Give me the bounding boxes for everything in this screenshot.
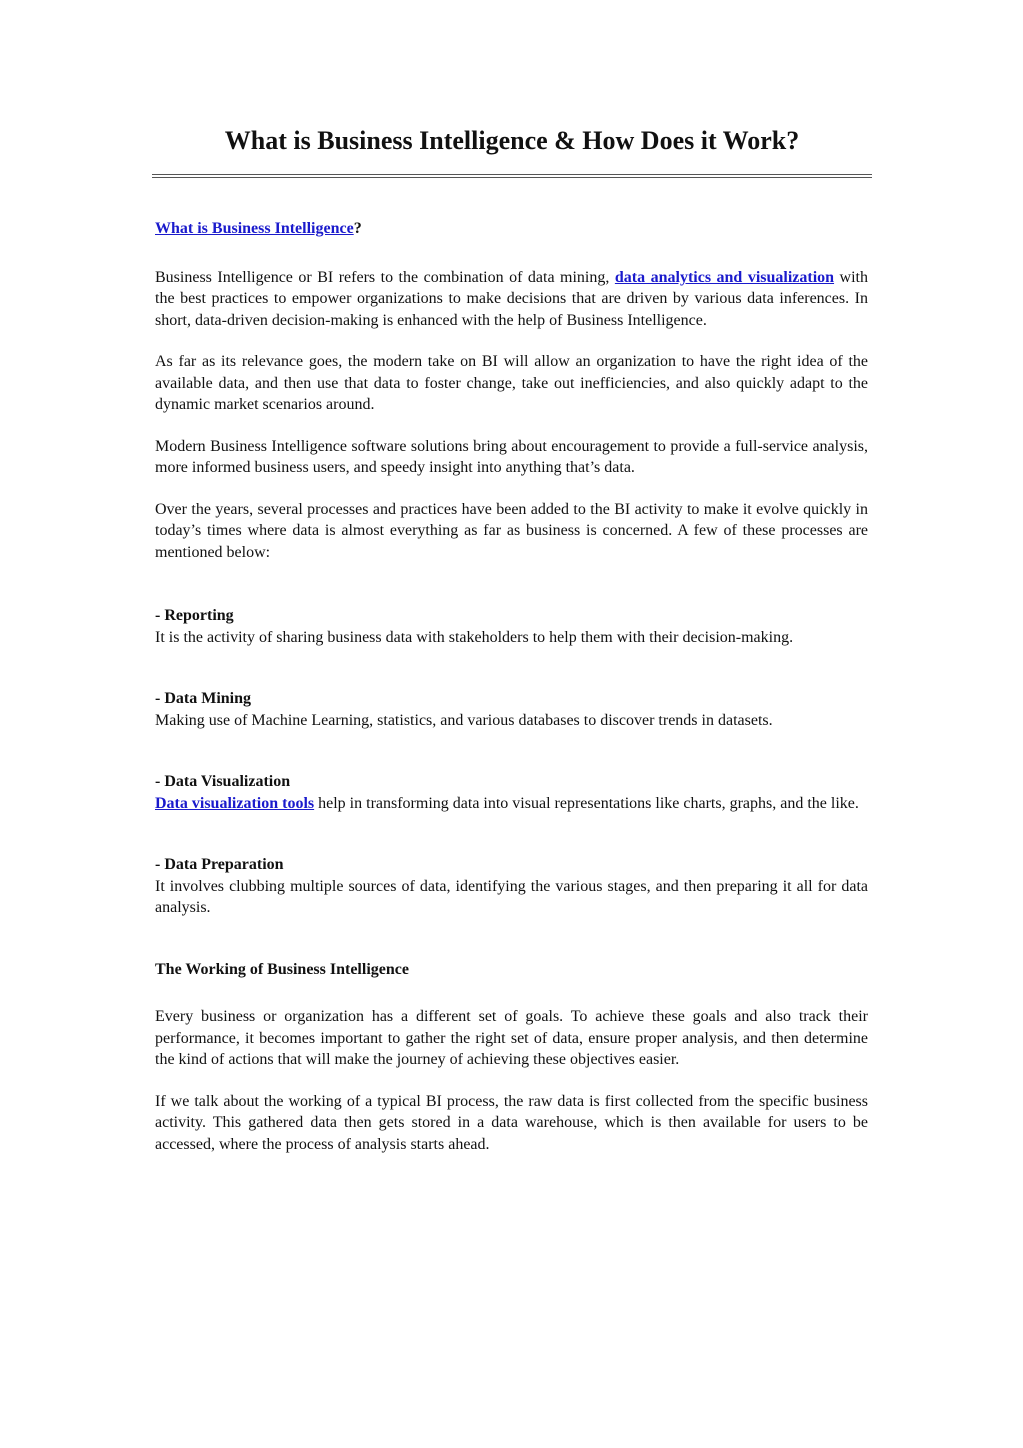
reporting-heading: - Reporting xyxy=(155,607,234,624)
process-data-mining xyxy=(155,688,868,731)
paragraph-modern-bi: Modern Business Intelligence software solutions bring about encouragement to provide a full-service analysis, more informed business users, and speedy insight into anything that’s data. xyxy=(155,437,868,476)
process-data-preparation xyxy=(155,854,868,919)
data-mining-heading: - Data Mining xyxy=(155,690,251,707)
intro-text-start: Business Intelligence or BI refers to the combination of data mining, xyxy=(155,268,615,286)
article-body xyxy=(155,218,868,1175)
data-preparation-heading: - Data Preparation xyxy=(155,856,284,873)
paragraph-relevance: As far as its relevance goes, the modern take on BI will allow an organization to have the right idea of the available data, and then use that data to foster change, take out inefficiencies, and also quickly adapt to the dynamic market scenarios around. xyxy=(155,353,868,413)
data-visualization-heading: - Data Visualization xyxy=(155,773,291,790)
working-of-bi-heading: The Working of Business Intelligence xyxy=(155,960,409,978)
section-heading-what-is-bi xyxy=(155,218,868,240)
data-mining-text: Making use of Machine Learning, statistics, and various databases to discover trends in datasets. xyxy=(155,711,773,729)
paragraph-working-goals: Every business or organization has a different set of goals. To achieve these goals and also track their performance, it becomes important to gather the right set of data, ensure proper analysis, and then determine the kind of actions that will make the journey of achieving these objectives easier. xyxy=(155,1008,868,1068)
page-title: What is Business Intelligence & How Does it Work? xyxy=(224,126,800,155)
paragraph-processes-intro: Over the years, several processes and practices have been added to the BI activity to make it evolve quickly in today’s times where data is almost everything as far as business is concerned. A few of these processes are mentioned below: xyxy=(155,500,868,561)
data-visualization-tools-link[interactable]: Data visualization tools xyxy=(155,794,315,812)
what-is-bi-link[interactable]: What is Business Intelligence xyxy=(155,220,354,237)
process-data-visualization xyxy=(155,771,868,814)
intro-text-end: with the best practices to empower organizations to make decisions that are driven by various data inferences. In short, data-driven decision-making is enhanced with the help of Business Intelligence. xyxy=(155,268,869,329)
paragraph-intro xyxy=(155,267,868,332)
question-mark: ? xyxy=(353,220,362,237)
paragraph-working-process: If we talk about the working of a typical BI process, the raw data is first collected from the specific business activity. This gathered data then gets stored in a data warehouse, which is then available for users to be accessed, where the process of analysis starts ahead. xyxy=(155,1092,868,1153)
title-divider xyxy=(152,174,872,178)
process-reporting xyxy=(155,605,868,648)
data-analytics-link[interactable]: data analytics and visualization xyxy=(614,268,835,286)
data-visualization-text xyxy=(155,793,868,815)
data-visualization-desc: help in transforming data into visual representations like charts, graphs, and the like. xyxy=(314,794,859,812)
data-preparation-text: It involves clubbing multiple sources of data, identifying the various stages, and then preparing it all for data analysis. xyxy=(155,877,868,916)
reporting-text: It is the activity of sharing business data with stakeholders to help them with their decision-making. xyxy=(155,628,794,646)
